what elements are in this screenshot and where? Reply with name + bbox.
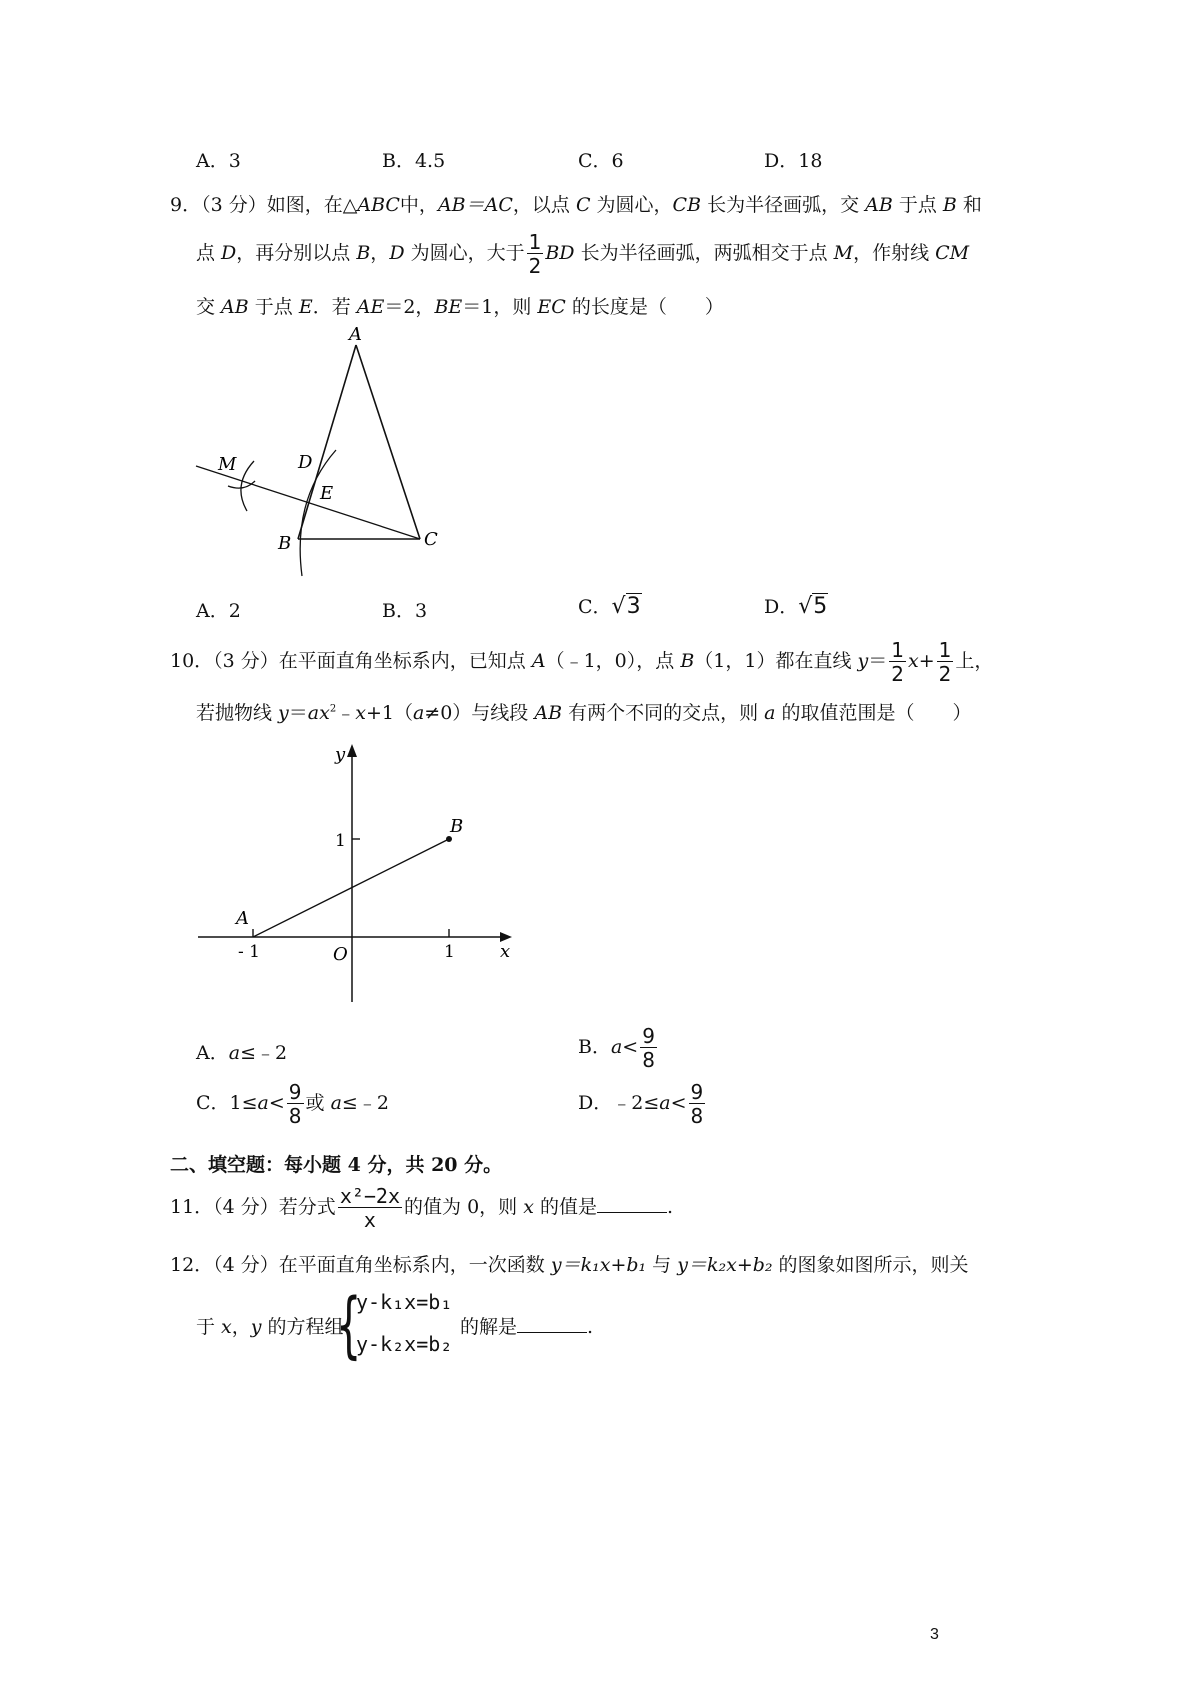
numerator: 1 <box>528 230 542 254</box>
label-m: M <box>218 454 237 475</box>
q8-option-a: A．3 <box>196 150 241 172</box>
x-axis-label: x <box>500 941 511 962</box>
text: D <box>221 242 237 264</box>
text: 11．（4 分）若分式 <box>170 1196 336 1218</box>
q12-line-1 <box>170 1250 969 1277</box>
text: D．﹣2≤ <box>578 1092 660 1114</box>
fraction-expression <box>338 1186 402 1230</box>
text: C <box>575 194 591 216</box>
numerator: 9 <box>690 1080 704 1104</box>
y-axis-arrow-icon <box>347 744 357 757</box>
numerator: 9 <box>288 1080 302 1104</box>
text: 2 <box>329 703 337 715</box>
denominator: x <box>363 1208 376 1232</box>
text: 为圆心， <box>590 194 673 216</box>
text: < <box>268 1092 285 1114</box>
sqrt-5: √5 <box>798 594 828 619</box>
brace-icon: { <box>336 1284 362 1368</box>
q9-option-c <box>578 592 642 619</box>
fraction-nine-eighths <box>287 1082 304 1126</box>
q11 <box>170 1186 673 1230</box>
sqrt-3: √3 <box>611 594 641 619</box>
text: ，以点 <box>512 194 576 216</box>
text: a <box>330 1092 342 1114</box>
q10-option-c <box>196 1082 389 1126</box>
denominator: 8 <box>642 1048 655 1072</box>
label-a: A <box>349 324 362 345</box>
text: a <box>228 1042 241 1064</box>
text: 中， <box>399 194 438 216</box>
q10-coordinate-graph <box>190 736 520 1016</box>
text: AB <box>221 296 249 318</box>
text: a <box>257 1092 269 1114</box>
text: ＝1，则 <box>462 296 538 318</box>
text: 与 <box>646 1254 678 1276</box>
fraction-half <box>937 640 954 684</box>
text: 12．（4 分）在平面直角坐标系内，一次函数 <box>170 1254 551 1276</box>
origin-label: O <box>333 944 348 965</box>
denominator: 8 <box>288 1104 302 1128</box>
fraction-nine-eighths <box>640 1026 657 1070</box>
numerator: 9 <box>642 1024 655 1048</box>
text: ≤﹣2 <box>341 1092 389 1114</box>
text: ＝ <box>288 702 308 724</box>
text: . <box>587 1316 594 1338</box>
text: B <box>680 650 695 672</box>
text: D <box>389 242 405 264</box>
text: 的值为 0，则 <box>404 1196 524 1218</box>
text: 的解是 <box>460 1316 518 1338</box>
text: AB <box>865 194 893 216</box>
text: 于点 <box>892 194 943 216</box>
text: ≠0）与线段 <box>424 702 535 724</box>
section-heading: 二、填空题：每小题 4 分，共 20 分。 <box>170 1154 503 1176</box>
text: B <box>356 242 371 264</box>
denominator: 8 <box>690 1104 704 1128</box>
text: ．若 <box>312 296 357 318</box>
q10-option-d <box>578 1082 707 1126</box>
segment-ac <box>356 345 420 539</box>
denominator: 2 <box>528 254 542 278</box>
text: E <box>298 296 313 318</box>
page-number: 3 <box>930 1626 939 1643</box>
text: ABC <box>357 194 400 216</box>
text: + <box>918 650 935 672</box>
answer-blank[interactable] <box>517 1331 587 1333</box>
text: < <box>670 1092 687 1114</box>
text: 点 <box>196 242 222 264</box>
q10-line-2 <box>196 698 972 725</box>
text: y <box>250 1316 262 1338</box>
q8-option-d: D．18 <box>764 150 823 172</box>
fraction-nine-eighths <box>689 1082 706 1126</box>
text: 和 <box>956 194 982 216</box>
segment-ab <box>298 345 356 539</box>
text: A <box>531 650 546 672</box>
text: x <box>355 702 366 724</box>
numerator: 1 <box>891 638 904 662</box>
fraction-half <box>527 232 544 276</box>
label-c: C <box>424 529 438 550</box>
q12-line-2 <box>196 1312 344 1339</box>
numerator: 1 <box>938 638 952 662</box>
text: 有两个不同的交点，则 <box>562 702 765 724</box>
text: 于 <box>196 1316 222 1338</box>
segment-ab <box>253 839 449 937</box>
q12-line-2-end <box>460 1312 593 1339</box>
text: ， <box>231 1316 251 1338</box>
text: 或 <box>305 1092 331 1114</box>
text: （1，1）都在直线 <box>694 650 858 672</box>
q9-line-1 <box>170 190 982 217</box>
q8-option-b: B．4.5 <box>382 150 446 172</box>
x-tick-label-1: 1 <box>444 942 455 962</box>
q9-line-3 <box>196 292 724 319</box>
text: . <box>666 1196 674 1218</box>
text: AE <box>356 296 385 318</box>
text: CB <box>672 194 702 216</box>
text: 9．（3 分）如图，在△ <box>170 194 358 216</box>
text: x <box>523 1196 534 1218</box>
text: （﹣1，0），点 <box>545 650 681 672</box>
text: a <box>659 1092 671 1114</box>
text: 为圆心，大于 <box>404 242 525 264</box>
text: y <box>857 650 869 672</box>
text: 于点 <box>248 296 299 318</box>
text: ax <box>307 702 330 724</box>
text: 的方程组 <box>261 1316 344 1338</box>
text: x <box>221 1316 232 1338</box>
text: AB＝AC <box>437 194 513 216</box>
system-eq-2: y-k₂x=b₂ <box>356 1332 453 1356</box>
q8-option-c: C．6 <box>578 150 624 172</box>
text: B <box>942 194 957 216</box>
text: 交 <box>196 296 222 318</box>
text: 长为半径画弧，交 <box>701 194 866 216</box>
text: 10．（3 分）在平面直角坐标系内，已知点 <box>170 650 532 672</box>
text: ＝ <box>868 650 888 672</box>
text: C． <box>578 596 612 618</box>
text: ，再分别以点 <box>236 242 357 264</box>
text: ≤﹣2 <box>240 1042 288 1064</box>
text: ﹣ <box>336 702 356 724</box>
label-e: E <box>320 483 334 504</box>
text: 若抛物线 <box>196 702 279 724</box>
text: ， <box>370 242 390 264</box>
label-b: B <box>450 816 464 837</box>
text: y＝k₂x+b₂ <box>677 1254 773 1276</box>
label-a: A <box>236 908 249 929</box>
text: ＝2， <box>384 296 435 318</box>
text: a <box>610 1036 623 1058</box>
q10-option-b <box>578 1026 659 1070</box>
system-eq-1: y-k₁x=b₁ <box>356 1290 453 1314</box>
q9-option-b: B．3 <box>382 600 428 622</box>
ray-cm <box>196 466 420 539</box>
text: 的取值范围是（ ） <box>775 702 972 724</box>
text: 的值是 <box>533 1196 597 1218</box>
label-d: D <box>298 452 313 473</box>
denominator: 2 <box>891 662 904 686</box>
q9-line-2 <box>196 232 969 276</box>
text: ，作射线 <box>853 242 936 264</box>
label-b: B <box>278 533 292 554</box>
q10-line-1 <box>170 640 993 684</box>
text: y <box>278 702 289 724</box>
text: D． <box>764 596 799 618</box>
text: a <box>412 702 425 724</box>
radicand: 5 <box>813 594 828 619</box>
numerator: x²−2x <box>339 1184 401 1208</box>
text: 上， <box>955 650 994 672</box>
q9-option-a: A．2 <box>196 600 241 622</box>
q9-option-d <box>764 592 828 619</box>
x-tick-label-neg1: - 1 <box>238 942 260 962</box>
text: BE <box>434 296 463 318</box>
radicand: 3 <box>626 594 641 619</box>
q9-triangle-figure <box>190 320 460 590</box>
text: AB <box>534 702 563 724</box>
text: C．1≤ <box>196 1092 258 1114</box>
text: a <box>764 702 776 724</box>
text: B． <box>578 1036 611 1058</box>
denominator: 2 <box>938 662 952 686</box>
text: M <box>833 242 854 264</box>
q10-option-a <box>196 1038 287 1065</box>
text: y＝k₁x+b₁ <box>550 1254 647 1276</box>
text: A． <box>196 1042 229 1064</box>
text: 的图象如图所示，则关 <box>772 1254 969 1276</box>
text: CM <box>935 242 970 264</box>
text: 长为半径画弧，两弧相交于点 <box>574 242 834 264</box>
answer-blank[interactable] <box>597 1211 667 1213</box>
text: BD <box>545 242 575 264</box>
text: x <box>907 650 919 672</box>
y-tick-label-1: 1 <box>335 831 346 851</box>
text: 的长度是（ ） <box>565 296 724 318</box>
text: < <box>622 1036 639 1058</box>
text: +1（ <box>365 702 413 724</box>
fraction-half <box>889 640 906 684</box>
text: EC <box>537 296 566 318</box>
y-axis-label: y <box>335 744 346 765</box>
